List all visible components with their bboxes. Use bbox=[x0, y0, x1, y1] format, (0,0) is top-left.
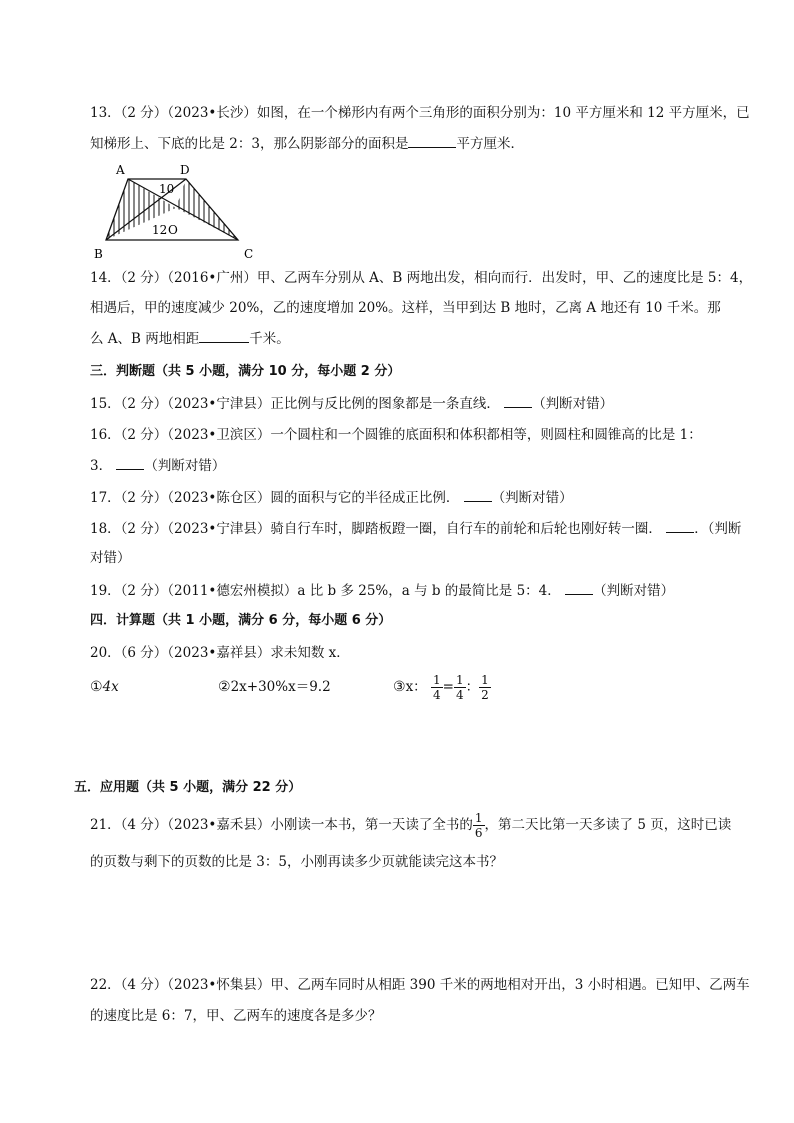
q17-text: 17．（2 分）（2023•陈仓区）圆的面积与它的半径成正比例． bbox=[90, 490, 460, 506]
q13-line1: 13．（2 分）（2023•长沙）如图，在一个梯形内有两个三角形的面积分别为：10 平方厘米和 12 平方厘米，已 bbox=[90, 105, 750, 121]
q21-frac-num: 1 bbox=[474, 811, 483, 825]
area-bottom-label: 12 bbox=[152, 223, 168, 237]
q20-part3-mark: ③ bbox=[393, 679, 406, 695]
q20-part2-mark: ② bbox=[218, 679, 231, 695]
q21-line1 bbox=[90, 808, 731, 842]
q17-hint: （判断对错） bbox=[491, 490, 573, 506]
q20-equals: = bbox=[442, 679, 454, 695]
q20-colon: ： bbox=[465, 679, 480, 695]
q18-line2: 对错） bbox=[90, 550, 131, 566]
q20-title: 20．（6 分）（2023•嘉祥县）求未知数 x． bbox=[90, 645, 350, 661]
q13-text: 知梯形上、下底的比是 2：3，那么阴影部分的面积是 bbox=[90, 136, 409, 152]
q20-f3-num: 1 bbox=[481, 673, 489, 687]
q20-f2-den: 4 bbox=[455, 688, 464, 702]
q19 bbox=[90, 580, 674, 601]
q20-f3-den: 2 bbox=[481, 688, 489, 702]
q21-text-b: ，第二天比第一天多读了 5 页，这时已读 bbox=[484, 817, 732, 833]
q20-part1 bbox=[90, 677, 119, 697]
label-c: C bbox=[244, 247, 254, 261]
q15-hint: （判断对错） bbox=[532, 396, 614, 412]
section-5-heading: 五．应用题（共 5 小题，满分 22 分） bbox=[74, 780, 302, 795]
q16-answer-blank[interactable] bbox=[116, 455, 144, 470]
q14-line1: 14．（2 分）（2016•广州）甲、乙两车分别从 A、B 两地出发，相向而行．出发时，甲、乙的速度比是 5：4， bbox=[90, 270, 753, 286]
q13-answer-blank[interactable] bbox=[408, 133, 456, 148]
q20-fraction-3 bbox=[479, 673, 491, 702]
trapezoid-figure bbox=[88, 160, 263, 265]
q14-text: 么 A、B 两地相距 bbox=[90, 331, 200, 347]
q20-fraction-2 bbox=[454, 673, 466, 702]
q15 bbox=[90, 393, 613, 414]
q21-text-a: 21．（4 分）（2023•嘉禾县）小刚读一本书，第一天读了全书的 bbox=[90, 817, 473, 833]
q20-f1-num: 1 bbox=[432, 673, 441, 687]
q16-hint: （判断对错） bbox=[144, 458, 226, 474]
q14-line2: 相遇后，甲的速度减少 20%，乙的速度增加 20%。这样，当甲到达 B 地时，乙离 A 地还有 10 千米。那 bbox=[90, 300, 721, 316]
section-4-heading: 四．计算题（共 1 小题，满分 6 分，每小题 6 分） bbox=[90, 613, 392, 628]
section-3-heading: 三．判断题（共 5 小题，满分 10 分，每小题 2 分） bbox=[90, 364, 401, 379]
q17-answer-blank[interactable] bbox=[464, 487, 492, 502]
label-b: B bbox=[94, 247, 103, 261]
q20-part1-mark: ① bbox=[90, 679, 103, 695]
q18-line1 bbox=[90, 518, 741, 539]
q16-line1: 16．（2 分）（2023•卫滨区）一个圆柱和一个圆锥的底面积和体积都相等，则圆柱和圆锥高的比是 1： bbox=[90, 427, 702, 443]
q20-part3 bbox=[393, 670, 491, 704]
q20-fraction-1 bbox=[431, 673, 443, 702]
center-label: O bbox=[168, 223, 178, 237]
q19-answer-blank[interactable] bbox=[565, 580, 593, 595]
q14-unit: 千米。 bbox=[249, 331, 290, 347]
q19-text: 19．（2 分）（2011•德宏州模拟）a 比 b 多 25%，a 与 b 的最简比是 5：4． bbox=[90, 583, 561, 599]
shaded-right-triangle bbox=[176, 179, 238, 240]
q22-line2: 的速度比是 6：7，甲、乙两车的速度各是多少？ bbox=[90, 1008, 382, 1024]
q20-part1-expr: 4x bbox=[102, 679, 119, 695]
q21-fraction bbox=[473, 811, 485, 840]
q20-part3-var: x： bbox=[405, 679, 427, 695]
q16-line2 bbox=[90, 455, 225, 476]
q18-text: 18．（2 分）（2023•宁津县）骑自行车时，脚踏板蹬一圈，自行车的前轮和后轮也刚好转一圈． bbox=[90, 521, 662, 537]
q14-line3 bbox=[90, 328, 290, 349]
q13-line2 bbox=[90, 133, 524, 154]
q17 bbox=[90, 487, 573, 508]
q21-line2: 的页数与剩下的页数的比是 3：5，小刚再读多少页就能读完这本书？ bbox=[90, 854, 503, 870]
q19-hint: （判断对错） bbox=[593, 583, 675, 599]
q13-unit: 平方厘米． bbox=[456, 136, 524, 152]
q20-f1-den: 4 bbox=[432, 688, 441, 702]
q16-text: 3． bbox=[90, 458, 113, 474]
q22-line1: 22．（4 分）（2023•怀集县）甲、乙两车同时从相距 390 千米的两地相对开出，3 小时相遇。已知甲、乙两车 bbox=[90, 977, 750, 993]
q20-part2-expr: 2x+30%x＝9.2 bbox=[230, 679, 331, 695]
q18-answer-blank[interactable] bbox=[666, 518, 694, 533]
q14-answer-blank[interactable] bbox=[199, 328, 249, 343]
q15-answer-blank[interactable] bbox=[504, 393, 532, 408]
area-top-label: 10 bbox=[159, 182, 175, 196]
q18-hint: ．（判断 bbox=[694, 521, 742, 537]
label-d: D bbox=[180, 163, 190, 177]
q20-f2-num: 1 bbox=[455, 673, 464, 687]
label-a: A bbox=[116, 163, 125, 177]
q21-frac-den: 6 bbox=[474, 826, 483, 840]
q15-text: 15．（2 分）（2023•宁津县）正比例与反比例的图象都是一条直线． bbox=[90, 396, 500, 412]
q20-part2 bbox=[218, 677, 331, 697]
